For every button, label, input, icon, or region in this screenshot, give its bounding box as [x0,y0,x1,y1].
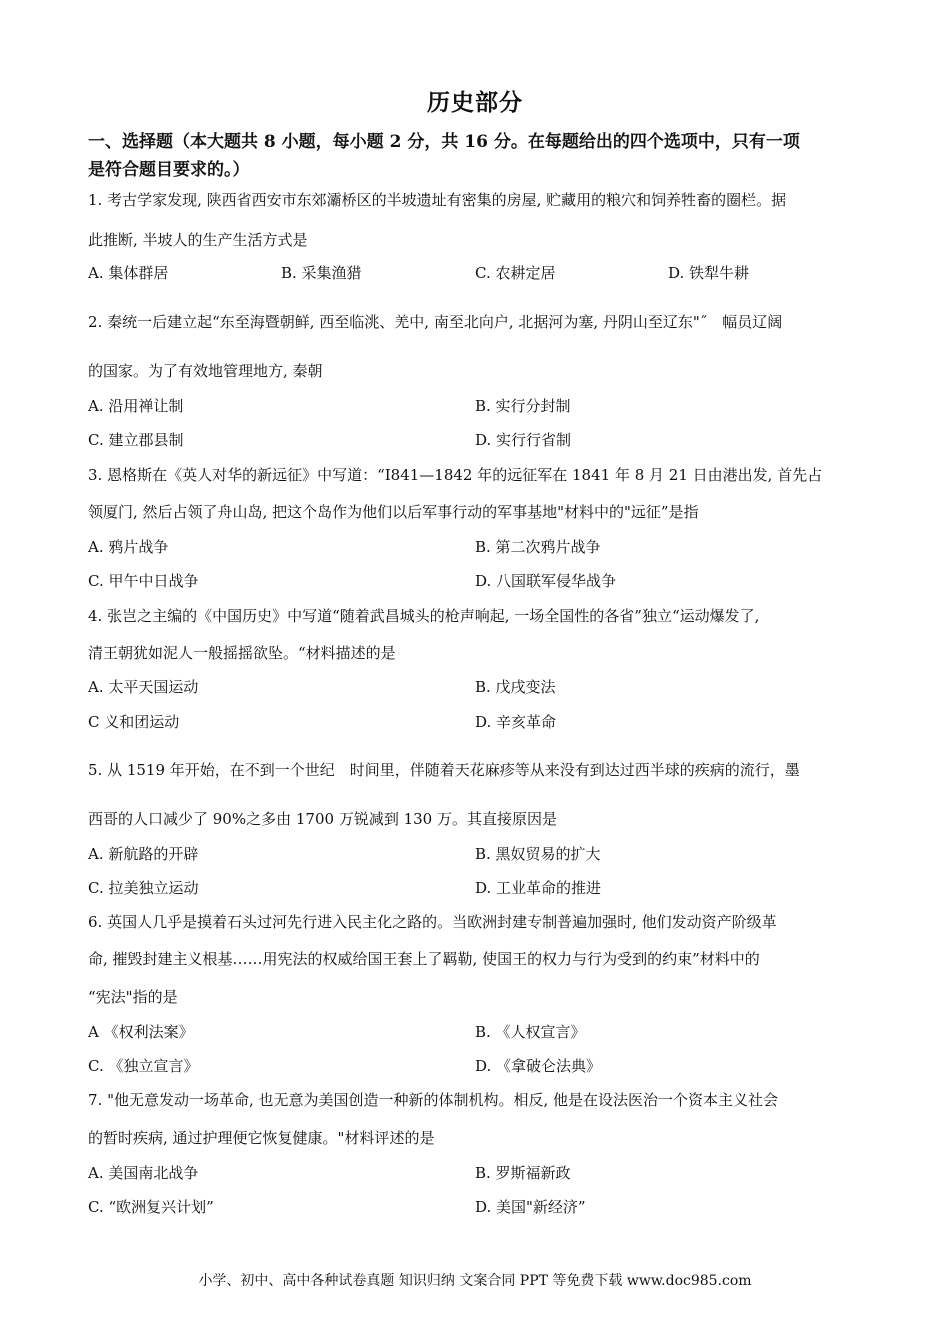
q1-option-a: A. 集体群居 [88,264,169,282]
question-1-line-2: 此推断, 半坡人的生产生活方式是 [88,231,308,249]
question-6-line-2: 命, 摧毁封建主义根基……用宪法的权威给国王套上了羁勒, 使国王的权力与行为受到的约束”材料中的 [88,950,760,968]
q3-option-b: B. 第二次鸦片战争 [475,538,601,556]
q5-option-d: D. 工业革命的推进 [475,879,602,897]
q4-option-c: C 义和团运动 [88,713,180,731]
q7-option-a: A. 美国南北战争 [88,1164,199,1182]
question-7-line-2: 的暂时疾病, 通过护理便它恢复健康。"材料评述的是 [88,1129,435,1147]
q1-option-c: C. 农耕定居 [475,264,556,282]
q7-option-c: C. “欧洲复兴计划” [88,1198,214,1216]
q5-option-b: B. 黑奴贸易的扩大 [475,845,601,863]
q6-option-d: D. 《拿破仑法典》 [475,1057,602,1075]
question-4-line-1: 4. 张岂之主编的《中国历史》中写道“随着武昌城头的枪声响起, 一场全国性的各省”独立“运动爆发了, [88,607,760,625]
q3-option-c: C. 甲午中日战争 [88,572,199,590]
question-5-line-2: 西哥的人口减少了 90%之多由 1700 万锐减到 130 万。其直接原因是 [88,810,557,828]
page-title: 历史部分 [427,89,523,116]
question-6-line-3: “宪法"指的是 [88,988,178,1006]
q7-option-b: B. 罗斯福新政 [475,1164,571,1182]
question-3-line-2: 领厦门, 然后占领了舟山岛, 把这个岛作为他们以后军事行动的军事基地"材料中的"远征”是指 [88,503,699,521]
question-1-line-1: 1. 考古学家发现, 陕西省西安市东郊灞桥区的半坡遗址有密集的房屋, 贮藏用的粮穴和饲养牲畜的圈栏。据 [88,191,787,209]
question-2-line-2: 的国家。为了有效地管理地方, 秦朝 [88,362,323,380]
q4-option-d: D. 辛亥革命 [475,713,557,731]
q1-option-d: D. 铁犁牛耕 [668,264,750,282]
q6-option-a: A 《权利法案》 [88,1023,194,1041]
q3-option-a: A. 鸦片战争 [88,538,169,556]
page-footer: 小学、初中、高中各种试卷真题 知识归纳 文案合同 PPT 等免费下载 www.doc985.com [198,1273,752,1289]
q2-option-c: C. 建立郡县制 [88,431,184,449]
question-6-line-1: 6. 英国人几乎是摸着石头过河先行进入民主化之路的。当欧洲封建专制普遍加强时, 他们发动资产阶级革 [88,913,777,931]
question-5-line-1: 5. 从 1519 年开始，在不到一个世纪 时间里，伴随着天花麻疹等从来没有到达过西半球的疾病的流行，墨 [88,761,800,779]
section-heading-line: 一、选择题（本大题共 8 小题，每小题 2 分，共 16 分。在每题给出的四个选项中，只有一项 [88,132,800,152]
question-3-line-1: 3. 恩格斯在《英人对华的新远征》中写道：“I841—1842 年的远征军在 1841 年 8 月 21 日由港出发, 首先占 [88,466,823,484]
section-heading [88,128,868,184]
q4-option-a: A. 太平天国运动 [88,678,199,696]
q5-option-a: A. 新航路的开辟 [88,845,199,863]
section-heading-line: 是符合题目要求的。） [88,160,250,180]
question-2-line-1: 2. 秦统一后建立起“东至海暨朝鲜, 西至临洮、羌中, 南至北向户, 北据河为塞, 丹阴山至辽东"˝ 幅员辽阔 [88,313,783,331]
q7-option-d: D. 美国"新经济” [475,1198,586,1216]
q4-option-b: B. 戊戌变法 [475,678,556,696]
q3-option-d: D. 八国联军侵华战争 [475,572,617,590]
question-7-line-1: 7. "他无意发动一场革命, 也无意为美国创造一种新的体制机构。相反, 他是在设法医治一个资本主义社会 [88,1091,779,1109]
q5-option-c: C. 拉美独立运动 [88,879,199,897]
q1-option-b: B. 采集渔猎 [281,264,362,282]
q2-option-a: A. 沿用禅让制 [88,397,184,415]
q6-option-c: C. 《独立宣言》 [88,1057,199,1075]
q2-option-b: B. 实行分封制 [475,397,571,415]
question-4-line-2: 清王朝犹如泥人一般摇摇欲坠。“材料描述的是 [88,644,396,662]
q6-option-b: B. 《人权宣言》 [475,1023,586,1041]
q2-option-d: D. 实行行省制 [475,431,572,449]
